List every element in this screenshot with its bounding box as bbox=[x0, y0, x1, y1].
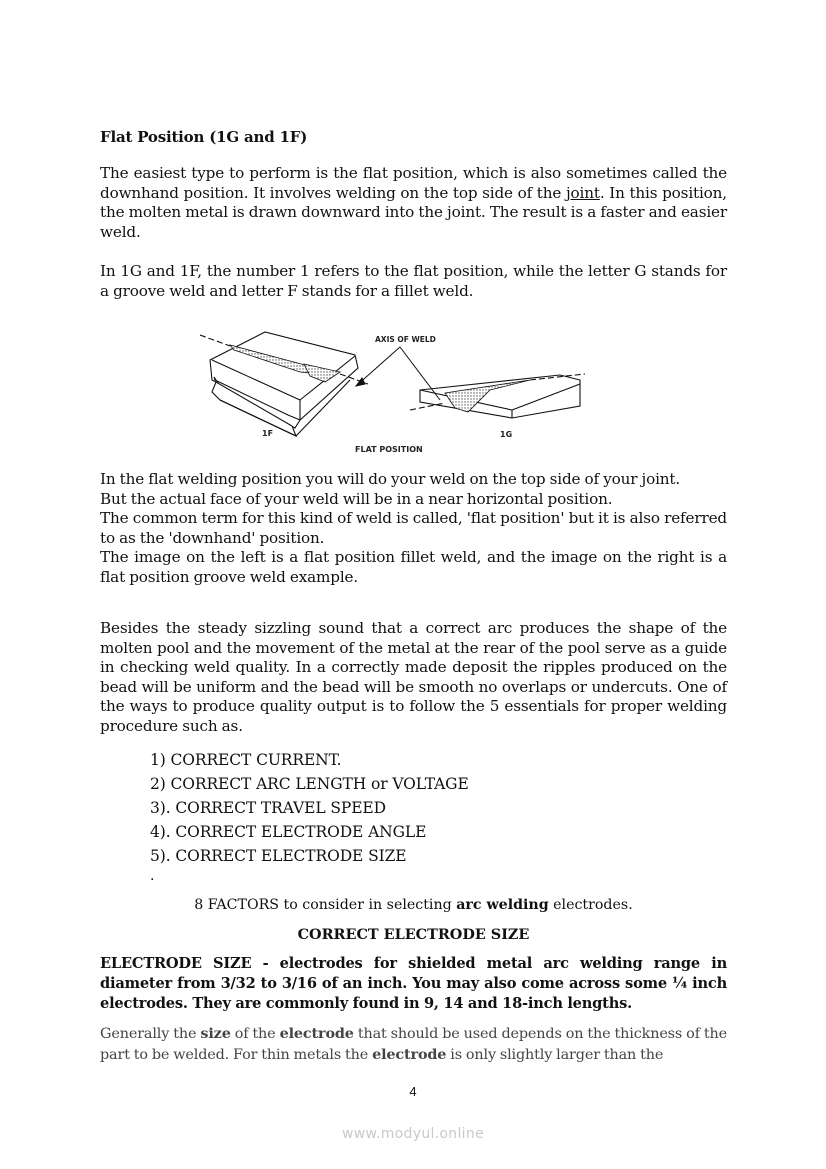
watermark: www.modyul.online bbox=[342, 1126, 484, 1142]
flat-position-figure bbox=[200, 320, 600, 460]
flat-line-3: The common term for this kind of weld is called, 'flat position' but it is also referred to as the 'downhand' position. bbox=[100, 509, 727, 547]
intro-text-end: . In this position, the molten metal is drawn downward into the joint. The result is a faster and easier weld. bbox=[100, 183, 727, 241]
flat-line-2: But the actual face of your weld will be in a near horizontal position. bbox=[100, 489, 613, 508]
section-heading: Flat Position (1G and 1F) bbox=[100, 128, 308, 146]
flat-line-1: In the flat welding position you will do your weld on the top side of your joint. bbox=[100, 470, 681, 488]
correct-electrode-size-title: CORRECT ELECTRODE SIZE bbox=[297, 926, 530, 943]
intro-text: The easiest type to perform is the flat position, which is also sometimes called the downhand position. It involves welding on the top side of the bbox=[100, 164, 727, 202]
position-code-paragraph: In 1G and 1F, the number 1 refers to the flat position, while the letter G stands for a groove weld and letter F stands for a fillet weld. bbox=[100, 262, 727, 300]
text-run: Generally the bbox=[100, 1026, 201, 1042]
bold-run: size bbox=[200, 1025, 231, 1042]
essential-item: 1) CORRECT CURRENT. bbox=[150, 751, 342, 769]
axis-of-weld-label: AXIS OF WELD bbox=[375, 335, 436, 344]
factors-line bbox=[100, 897, 727, 913]
bold-run: electrode bbox=[279, 1025, 354, 1042]
flat-line-4: The image on the left is a flat position fillet weld, and the image on the right is a flat position groove weld example. bbox=[100, 548, 727, 586]
essential-item: 4). CORRECT ELECTRODE ANGLE bbox=[150, 823, 427, 841]
essential-item: 5). CORRECT ELECTRODE SIZE bbox=[150, 847, 407, 865]
label-1g: 1G bbox=[500, 430, 513, 439]
text-run: that should be used depends on the thickness of the part to be welded. For thin metals the bbox=[100, 1026, 727, 1063]
factors-bold: arc welding bbox=[456, 897, 549, 913]
bold-run: electrode bbox=[372, 1045, 447, 1063]
page-number: 4 bbox=[409, 1084, 417, 1099]
electrode-size-explanation bbox=[100, 1024, 727, 1065]
factors-text-end: electrodes. bbox=[548, 897, 633, 913]
text-run: of the bbox=[230, 1026, 280, 1042]
flat-welding-paragraph bbox=[100, 470, 727, 588]
factors-text: 8 FACTORS to consider in selecting bbox=[194, 897, 457, 913]
stray-dot: . bbox=[150, 868, 155, 884]
text-run: is only slightly larger than the bbox=[446, 1046, 664, 1063]
essential-item: 3). CORRECT TRAVEL SPEED bbox=[150, 799, 386, 817]
arc-quality-paragraph: Besides the steady sizzling sound that a correct arc produces the shape of the molten pool and the movement of the metal at the rear of the pool serve as a guide in checking weld quality. In a correctly made deposit the ripples produced on the bead will be uniform and the bead will be smooth no overlaps or undercuts. One of the ways to produce quality output is to follow the 5 essentials for proper welding procedure such as. bbox=[100, 619, 727, 735]
essential-item: 2) CORRECT ARC LENGTH or VOLTAGE bbox=[150, 775, 469, 793]
intro-paragraph bbox=[100, 164, 727, 242]
essentials-list bbox=[150, 748, 469, 868]
electrode-size-definition: ELECTRODE SIZE - electrodes for shielded metal arc welding range in diameter from 3/32 to 3/16 of an inch. You may also come across some ¼ inch electrodes. They are commonly found in 9, 14 and 18-inch lengths. bbox=[100, 955, 727, 1012]
groove-weld-drawing-1g bbox=[410, 374, 585, 418]
joint-link[interactable]: joint bbox=[565, 183, 600, 202]
figure-caption: FLAT POSITION bbox=[355, 445, 423, 454]
label-1f: 1F bbox=[262, 429, 274, 438]
fillet-weld-drawing-1f bbox=[200, 332, 368, 436]
